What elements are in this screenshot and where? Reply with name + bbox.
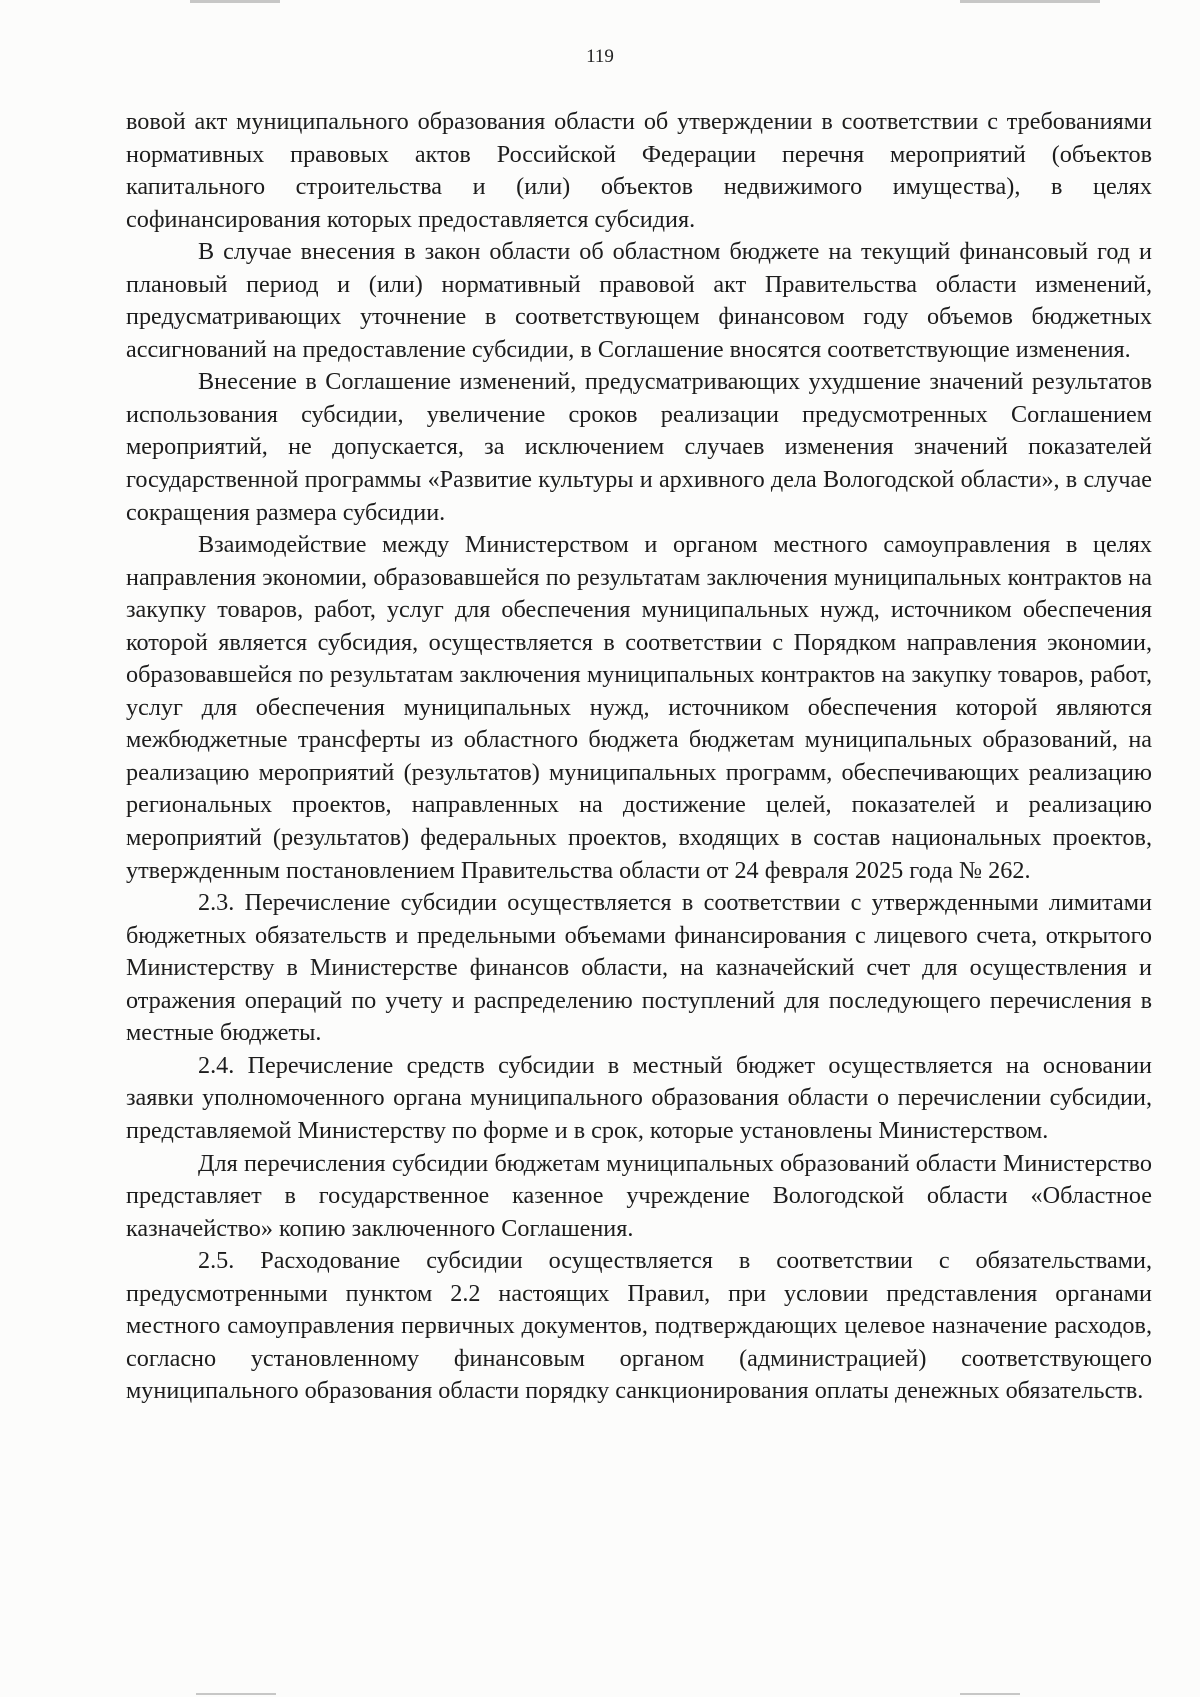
paragraph-changes-restriction: Внесение в Соглашение изменений, предусматривающих ухудшение значений результатов использования субсидии, увеличение сроков реализации предусмотренных Соглашением мероприятий, не допускается, за исключением случаев изменения значений показателей государственной программы «Развитие культуры и архивного дела Вологодской области», в случае сокращения размера субсидии. [126,368,1152,526]
scan-artifact-bottom-right [960,1693,1020,1695]
paragraph-agreement-changes: В случае внесения в закон области об областном бюджете на текущий финансовый год и плановый период и (или) нормативный правовой акт Правительства области изменений, предусматривающих уточнение в соответствующем финансовом году объемов бюджетных ассигнований на предоставление субсидии, в Соглашение вносятся соответствующие изменения. [126,238,1152,363]
paragraph-clause-2-3: 2.3. Перечисление субсидии осуществляется в соответствии с утвержденными лимитами бюджетных обязательств и предельными объемами финансирования с лицевого счета, открытого Министерству в Министерстве финансов области, на казначейский счет для осуществления и отражения операций по учету и распределению поступлений для последующего перечисления в местные бюджеты. [126,889,1152,1047]
paragraph-treasury-copy: Для перечисления субсидии бюджетам муниципальных образований области Министерство представляет в государственное казенное учреждение Вологодской области «Областное казначейство» копию заключенного Соглашения. [126,1149,1152,1242]
scan-artifact-top-right [960,0,1100,3]
scan-artifact-bottom-left [196,1693,276,1695]
page-number: 119 [586,46,614,67]
document-body [126,106,1152,1408]
paragraph-clause-2-5: 2.5. Расходование субсидии осуществляется в соответствии с обязательствами, предусмотренными пунктом 2.2 настоящих Правил, при условии представления органами местного самоуправления первичных документов, подтверждающих целевое назначение расходов, согласно установленному финансовым органом (администрацией) соответствующего муниципального образования области порядку санкционирования оплаты денежных обязательств. [126,1247,1152,1405]
scan-artifact-top-left [190,0,280,3]
paragraph-clause-2-4: 2.4. Перечисление средств субсидии в местный бюджет осуществляется на основании заявки уполномоченного органа муниципального образования области о перечислении субсидии, представляемой Министерству по форме и в срок, которые установлены Министерством. [126,1051,1152,1144]
paragraph-savings-interaction: Взаимодействие между Министерством и органом местного самоуправления в целях направления экономии, образовавшейся по результатам заключения муниципальных контрактов на закупку товаров, работ, услуг для обеспечения муниципальных нужд, источником обеспечения которой является субсидия, осуществляется в соответствии с Порядком направления экономии, образовавшейся по результатам заключения муниципальных контрактов на закупку товаров, работ, услуг для обеспечения муниципальных нужд, источником обеспечения которой являются межбюджетные трансферты из областного бюджета бюджетам муниципальных образований, на реализацию мероприятий (результатов) муниципальных программ, обеспечивающих реализацию региональных проектов, направленных на достижение целей, показателей и реализацию мероприятий (результатов) федеральных проектов, входящих в состав национальных проектов, утвержденным постановлением Правительства области от 24 февраля 2025 года № 262. [126,531,1152,884]
paragraph-continuation: вовой акт муниципального образования области об утверждении в соответствии с требованиями нормативных правовых актов Российской Федерации перечня мероприятий (объектов капитального строительства и (или) объектов недвижимого имущества), в целях софинансирования которых предоставляется субсидия. [126,108,1152,233]
